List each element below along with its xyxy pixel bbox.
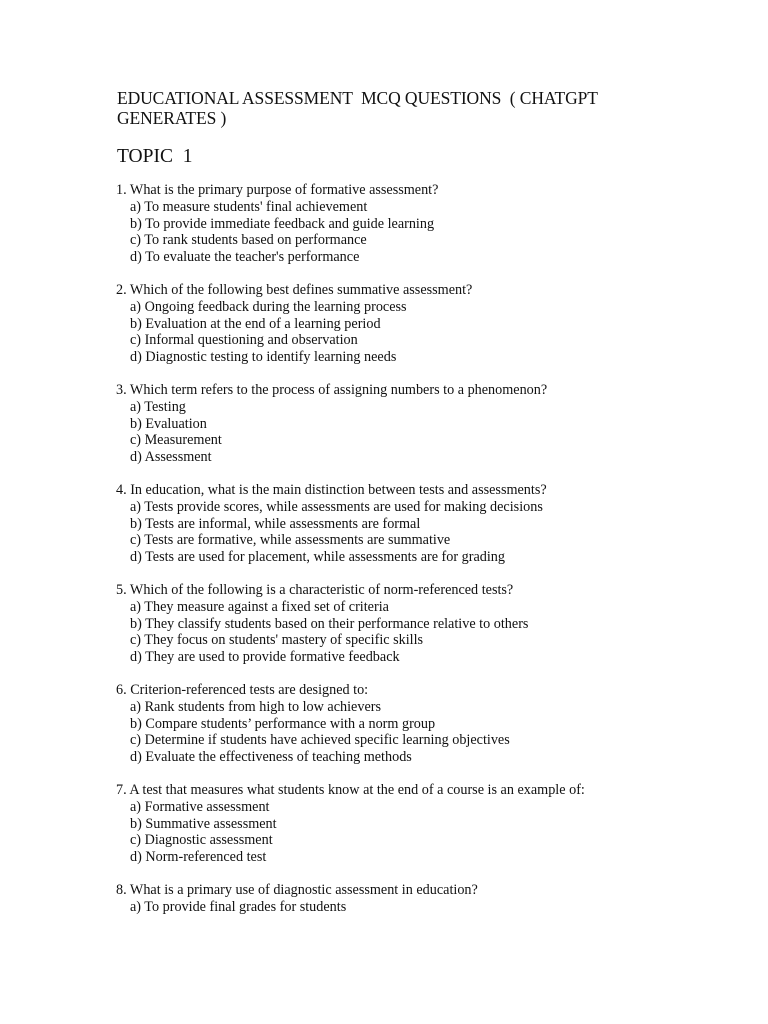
answer-option: b) They classify students based on their performance relative to others <box>130 615 529 632</box>
answer-option: a) To measure students' final achievement <box>130 198 368 215</box>
question-item <box>116 182 656 266</box>
question-text: 3. Which term refers to the process of assigning numbers to a phenomenon? <box>116 381 548 398</box>
answer-option: d) Norm-referenced test <box>130 849 267 866</box>
answer-option: c) Diagnostic assessment <box>130 832 273 849</box>
answer-option: b) Evaluation <box>130 415 207 432</box>
answer-option: a) They measure against a fixed set of criteria <box>130 598 389 615</box>
answer-option: d) They are used to provide formative feedback <box>130 649 400 666</box>
question-item <box>116 682 656 766</box>
question-item <box>116 282 656 366</box>
answer-option: b) To provide immediate feedback and guide learning <box>130 215 435 232</box>
answer-option: a) Rank students from high to low achievers <box>130 698 381 715</box>
answer-option: d) Diagnostic testing to identify learning needs <box>130 349 397 366</box>
answer-option: d) Assessment <box>130 449 212 466</box>
question-text: 7. A test that measures what students know at the end of a course is an example of: <box>116 781 585 798</box>
question-text: 1. What is the primary purpose of formative assessment? <box>116 182 439 198</box>
answer-option: c) Determine if students have achieved specific learning objectives <box>130 732 510 749</box>
question-item <box>116 782 656 866</box>
question-text: 2. Which of the following best defines summative assessment? <box>116 281 473 298</box>
answer-option: c) Informal questioning and observation <box>130 332 358 349</box>
answer-option: c) They focus on students' mastery of specific skills <box>130 632 424 649</box>
answer-option: d) To evaluate the teacher's performance <box>130 249 360 266</box>
question-text: 6. Criterion-referenced tests are designed to: <box>116 681 369 698</box>
answer-option: a) Formative assessment <box>130 798 270 815</box>
answer-option: d) Tests are used for placement, while assessments are for grading <box>130 549 505 566</box>
question-list <box>116 182 656 931</box>
question-item <box>116 482 656 566</box>
question-item <box>116 582 656 666</box>
answer-option: b) Compare students’ performance with a norm group <box>130 715 436 732</box>
question-item <box>116 382 656 466</box>
question-text: 4. In education, what is the main distinction between tests and assessments? <box>116 481 547 498</box>
question-text: 5. Which of the following is a characteristic of norm-referenced tests? <box>116 581 514 598</box>
answer-option: b) Evaluation at the end of a learning period <box>130 315 381 332</box>
question-text: 8. What is a primary use of diagnostic assessment in education? <box>116 881 478 898</box>
answer-option: a) Tests provide scores, while assessments are used for making decisions <box>130 498 543 515</box>
answer-option: d) Evaluate the effectiveness of teaching methods <box>130 749 412 766</box>
topic-heading: TOPIC 1 <box>117 146 193 167</box>
answer-option: b) Tests are informal, while assessments are formal <box>130 515 421 532</box>
answer-option: a) Testing <box>130 398 186 415</box>
answer-option: a) To provide final grades for students <box>130 898 347 915</box>
answer-option: c) Tests are formative, while assessments are summative <box>130 532 451 549</box>
answer-option: c) Measurement <box>130 432 222 449</box>
document-title: EDUCATIONAL ASSESSMENT MCQ QUESTIONS ( CHATGPT GENERATES ) <box>117 88 602 128</box>
question-item <box>116 882 656 916</box>
answer-option: c) To rank students based on performance <box>130 232 367 249</box>
answer-option: a) Ongoing feedback during the learning process <box>130 298 407 315</box>
answer-option: b) Summative assessment <box>130 815 277 832</box>
